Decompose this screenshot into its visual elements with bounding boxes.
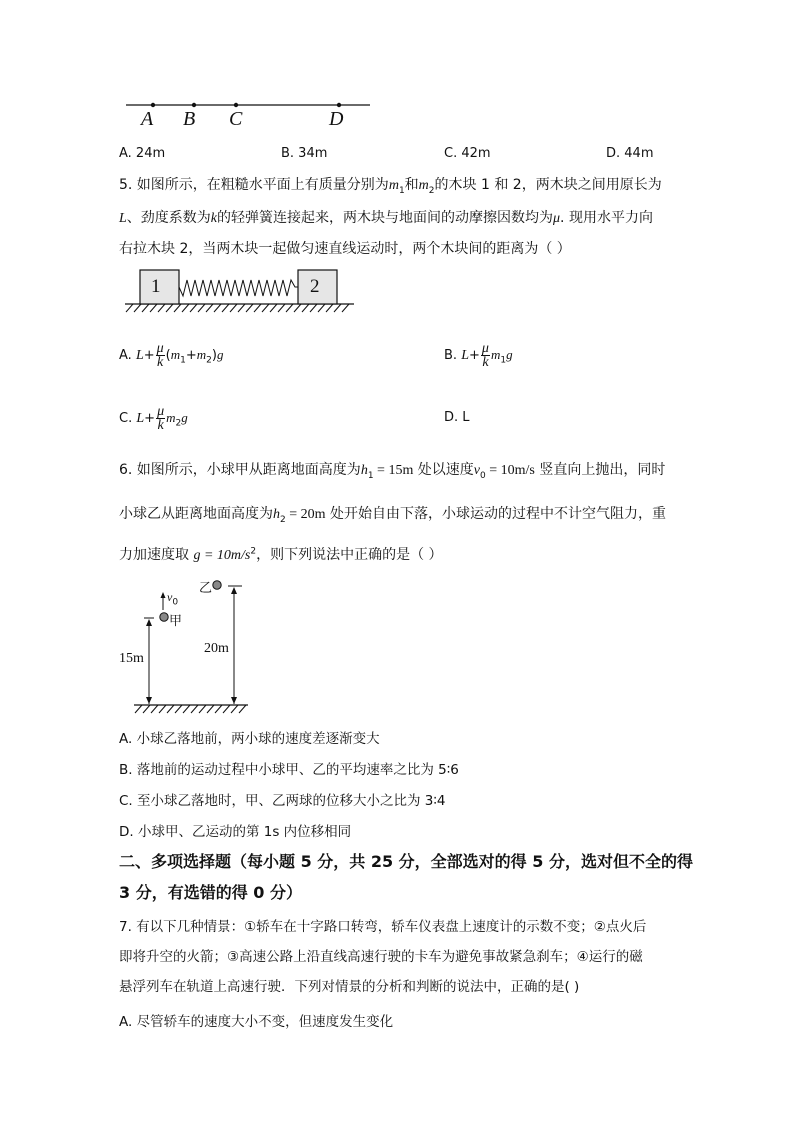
ground-hatching: [126, 304, 349, 312]
arrowhead-up-icon: [161, 592, 166, 598]
q4-option-b: B. 34m: [281, 146, 328, 161]
q6-option-a: A. 小球乙落地前，两小球的速度差逐渐变大: [119, 731, 380, 747]
height-15m-label: 15m: [119, 651, 144, 666]
balls-height-figure: [130, 578, 260, 718]
height-20m-label: 20m: [204, 641, 229, 656]
ball-jia-label: 甲: [169, 614, 183, 629]
spring: [179, 280, 298, 296]
arrowhead-down-icon: [231, 697, 237, 704]
q5-line-1: 5. 如图所示，在粗糙水平面上有质量分别为$m_1$和$m_2$的木块 1 和 2，两木块之间用原长为: [119, 177, 662, 196]
block-1-label: 1: [151, 276, 161, 297]
q6-line-3: 力加速度取 $g = 10m/s^2$，则下列说法中正确的是（ ）: [119, 546, 443, 563]
q7-option-a: A. 尽管轿车的速度大小不变，但速度发生变化: [119, 1014, 394, 1030]
block-2-label: 2: [310, 276, 320, 297]
point-c: [234, 103, 238, 107]
q5-option-d: D. L: [444, 410, 470, 425]
section-2-heading-line-1: 二、多项选择题（每小题 5 分，共 25 分，全部选对的得 5 分，选对但不全的得: [119, 852, 693, 871]
point-b-label: B: [183, 108, 196, 130]
arrowhead-down-icon: [146, 697, 152, 704]
fraction-mu-over-k: $\frac{\mu}{k}$: [481, 341, 489, 370]
q5-option-c: C. L+ $\frac{\mu}{k}$ $m_2g$: [119, 404, 188, 433]
fraction-mu-over-k: $\frac{\mu}{k}$: [156, 341, 164, 370]
point-d-label: D: [329, 108, 344, 130]
q6-option-c: C. 至小球乙落地时，甲、乙两球的位移大小之比为 3∶4: [119, 793, 446, 809]
fraction-mu-over-k: $\frac{\mu}{k}$: [157, 404, 165, 433]
arrowhead-up-icon: [146, 619, 152, 626]
q6-line-1: 6. 如图所示，小球甲从距离地面高度为$h_1 = 15m$ 处以速度$v_0 = 10m/s$ 竖直向上抛出，同时: [119, 462, 666, 481]
point-c-label: C: [229, 108, 243, 130]
section-2-heading-line-2: 3 分，有选错的得 0 分）: [119, 883, 302, 902]
ball-jia: [160, 613, 168, 621]
q5-line-3: 右拉木块 2，当两木块一起做匀速直线运动时，两个木块间的距离为（ ）: [119, 241, 571, 257]
q6-option-b: B. 落地前的运动过程中小球甲、乙的平均速率之比为 5∶6: [119, 762, 459, 778]
point-d: [337, 103, 341, 107]
arrowhead-up-icon: [231, 587, 237, 594]
ball-yi-label: 乙: [199, 581, 213, 596]
q7-line-3: 悬浮列车在轨道上高速行驶．下列对情景的分析和判断的说法中，正确的是( ): [119, 979, 580, 995]
q4-option-a: A. 24m: [119, 146, 166, 161]
q5-option-a: A. L+ $\frac{\mu}{k}$ $(m_1+m_2)g$: [119, 341, 224, 370]
q4-option-c: C. 42m: [444, 146, 491, 161]
v0-label: $v_0$: [167, 590, 179, 608]
q4-option-d: D. 44m: [606, 146, 654, 161]
ground-hatching: [135, 705, 246, 713]
point-b: [192, 103, 196, 107]
point-a: [151, 103, 155, 107]
q6-option-d: D. 小球甲、乙运动的第 1s 内位移相同: [119, 824, 352, 840]
q7-line-1: 7. 有以下几种情景：①轿车在十字路口转弯，轿车仪表盘上速度计的示数不变；②点火后: [119, 919, 647, 935]
q6-line-2: 小球乙从距离地面高度为$h_2 = 20m$ 处开始自由下落，小球运动的过程中不计空气阻力，重: [119, 506, 666, 525]
q5-option-b: B. L+ $\frac{\mu}{k}$ $m_1g$: [444, 341, 513, 370]
ball-yi: [213, 581, 221, 589]
q7-line-2: 即将升空的火箭；③高速公路上沿直线高速行驶的卡车为避免事故紧急刹车；④运行的磁: [119, 949, 643, 965]
q5-line-2: L、劲度系数为k的轻弹簧连接起来，两木块与地面间的动摩擦因数均为μ. 现用水平力向: [119, 210, 653, 226]
point-a-label: A: [141, 108, 154, 130]
